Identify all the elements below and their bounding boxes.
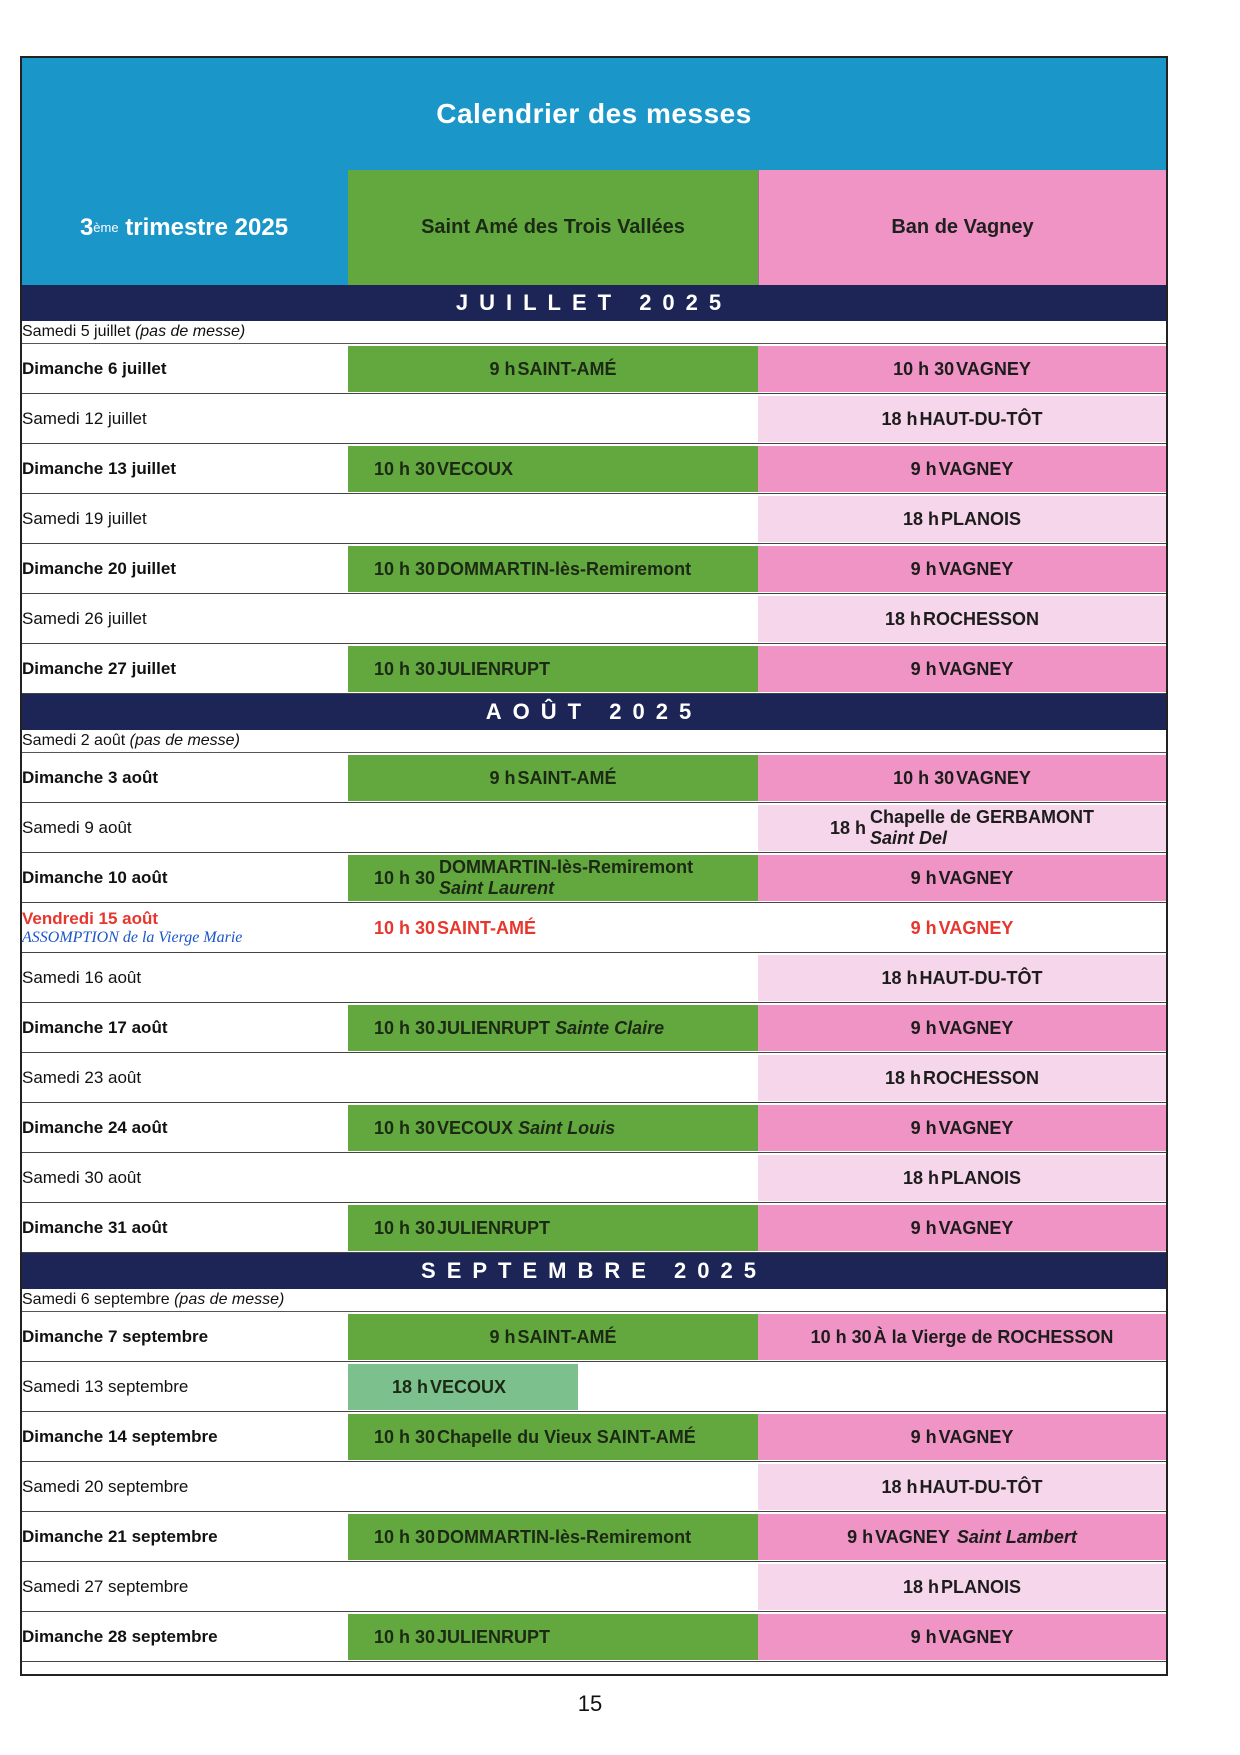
mass-place: VAGNEY — [938, 558, 1014, 579]
row-date-text: Dimanche 21 septembre — [22, 1526, 218, 1546]
mass-saint-name: Saint Lambert — [956, 1526, 1077, 1547]
mass-time: 18 h — [881, 408, 918, 429]
ban-de-vagney-mass-cell — [758, 396, 1166, 442]
quarter-label — [22, 170, 346, 285]
row-date — [22, 1153, 346, 1202]
calendar-row — [22, 1562, 1166, 1612]
no-mass-row — [22, 1289, 1166, 1312]
mass-place: PLANOIS — [941, 508, 1022, 529]
calendar-row — [22, 594, 1166, 644]
row-date — [22, 344, 346, 393]
row-date-text: Dimanche 28 septembre — [22, 1626, 218, 1646]
mass-place: JULIENRUPT — [437, 1626, 551, 1647]
saint-ame-mass-cell — [348, 905, 758, 951]
no-mass-row — [22, 730, 1166, 753]
mass-time: 10 h 30 — [374, 867, 436, 888]
mass-place: DOMMARTIN-lès-Remiremont — [439, 857, 694, 877]
saint-ame-mass-cell — [348, 1514, 758, 1560]
mass-place: PLANOIS — [941, 1576, 1022, 1597]
row-date — [22, 594, 346, 643]
mass-place: VAGNEY — [938, 458, 1014, 479]
mass-place: ROCHESSON — [923, 608, 1040, 629]
ban-de-vagney-mass-cell — [758, 905, 1166, 951]
mass-place: DOMMARTIN-lès-Remiremont — [437, 558, 692, 579]
calendar-row — [22, 1512, 1166, 1562]
saint-ame-mass-cell — [348, 1105, 758, 1151]
mass-time: 10 h 30 — [374, 658, 436, 679]
saint-ame-mass-cell — [348, 855, 758, 901]
calendar-row — [22, 1362, 1166, 1412]
mass-place: DOMMARTIN-lès-Remiremont — [437, 1526, 692, 1547]
mass-place: JULIENRUPT — [437, 1217, 551, 1238]
mass-place: SAINT-AMÉ — [517, 767, 617, 788]
mass-time: 18 h — [902, 1167, 939, 1188]
calendar-title: Calendrier des messes — [436, 98, 752, 129]
mass-place: Chapelle du Vieux SAINT-AMÉ — [437, 1426, 696, 1447]
mass-place: VAGNEY — [938, 1426, 1014, 1447]
row-date-text: Samedi 27 septembre — [22, 1576, 189, 1596]
row-date-text: Dimanche 31 août — [22, 1217, 168, 1237]
ban-de-vagney-mass-cell — [758, 646, 1166, 692]
mass-place: HAUT-DU-TÔT — [919, 408, 1043, 429]
calendar-row — [22, 1053, 1166, 1103]
mass-place: VAGNEY — [938, 1017, 1014, 1038]
ban-de-vagney-mass-cell — [758, 1614, 1166, 1660]
mass-time: 10 h 30 — [374, 1117, 436, 1138]
mass-place: VAGNEY — [956, 767, 1031, 788]
column-header-ban-de-vagney: Ban de Vagney — [758, 170, 1166, 285]
mass-place: VAGNEY — [875, 1526, 950, 1547]
ban-de-vagney-mass-cell — [758, 346, 1166, 392]
mass-place: VAGNEY — [938, 917, 1014, 938]
calendar-row — [22, 1612, 1166, 1662]
mass-place: VECOUX — [437, 1117, 514, 1138]
row-date-text: Samedi 9 août — [22, 817, 132, 837]
saint-ame-mass-cell — [348, 1614, 758, 1660]
calendar-header — [22, 58, 1166, 285]
ban-de-vagney-mass-cell — [758, 546, 1166, 592]
mass-time: 9 h — [910, 1117, 937, 1138]
calendar-row — [22, 1003, 1166, 1053]
mass-time: 9 h — [489, 767, 516, 788]
calendar-row — [22, 444, 1166, 494]
mass-time: 10 h 30 — [374, 1017, 436, 1038]
calendar-row — [22, 644, 1166, 694]
no-mass-date: Samedi 6 septembre — [22, 1291, 170, 1308]
ban-de-vagney-mass-cell — [758, 1464, 1166, 1510]
column-header-saint-ame: Saint Amé des Trois Vallées — [348, 170, 758, 285]
mass-time: 9 h — [847, 1526, 874, 1547]
row-date — [22, 953, 346, 1002]
row-date-text: Dimanche 10 août — [22, 867, 168, 887]
mass-time: 18 h — [884, 1067, 921, 1088]
mass-time: 18 h — [392, 1376, 429, 1397]
mass-time: 10 h 30 — [374, 458, 436, 479]
mass-time: 9 h — [910, 1426, 937, 1447]
feast-date: Vendredi 15 août — [22, 908, 159, 928]
calendar-row — [22, 1103, 1166, 1153]
row-date-text: Samedi 16 août — [22, 967, 142, 987]
mass-place: HAUT-DU-TÔT — [919, 1476, 1043, 1497]
mass-time: 9 h — [910, 917, 937, 938]
mass-time: 18 h — [881, 967, 918, 988]
mass-time: 9 h — [910, 1626, 937, 1647]
row-date-text: Samedi 12 juillet — [22, 408, 147, 428]
mass-time: 9 h — [910, 1217, 937, 1238]
row-date — [22, 1053, 346, 1102]
row-date — [22, 394, 346, 443]
row-date-text: Samedi 23 août — [22, 1067, 142, 1087]
mass-time: 9 h — [910, 658, 937, 679]
mass-time: 10 h 30 — [374, 917, 436, 938]
row-date — [22, 1312, 346, 1361]
no-mass-row — [22, 321, 1166, 344]
mass-place: VECOUX — [430, 1376, 507, 1397]
saint-ame-mass-cell — [348, 546, 758, 592]
mass-time: 9 h — [910, 1017, 937, 1038]
month-banner: AOÛT 2025 — [22, 694, 1166, 730]
mass-place: HAUT-DU-TÔT — [919, 967, 1043, 988]
ban-de-vagney-mass-cell — [758, 1314, 1166, 1360]
saint-ame-mass-cell — [348, 1364, 578, 1410]
mass-place: VAGNEY — [938, 1217, 1014, 1238]
mass-time: 10 h 30 — [810, 1326, 872, 1347]
quarter-text: trimestre 2025 — [118, 213, 289, 241]
calendar-row — [22, 1153, 1166, 1203]
no-mass-label — [22, 323, 245, 340]
row-date-text: Dimanche 6 juillet — [22, 358, 167, 378]
ban-de-vagney-mass-cell — [758, 1564, 1166, 1610]
calendar-row — [22, 1312, 1166, 1362]
saint-ame-mass-cell — [348, 446, 758, 492]
saint-ame-mass-cell — [348, 1414, 758, 1460]
mass-place: VAGNEY — [938, 658, 1014, 679]
quarter-superscript: ème — [93, 220, 119, 235]
row-date — [22, 494, 346, 543]
ban-de-vagney-mass-cell — [758, 855, 1166, 901]
saint-ame-mass-cell — [348, 1314, 758, 1360]
row-date-text: Dimanche 3 août — [22, 767, 159, 787]
row-date — [22, 1203, 346, 1252]
ban-de-vagney-mass-cell — [758, 805, 1166, 851]
no-mass-note: (pas de messe) — [134, 323, 246, 340]
calendar-row — [22, 1462, 1166, 1512]
calendar-row — [22, 1412, 1166, 1462]
row-date — [22, 803, 346, 852]
row-date — [22, 1462, 346, 1511]
mass-place: VAGNEY — [956, 358, 1031, 379]
mass-place: SAINT-AMÉ — [517, 1326, 617, 1347]
mass-place: VECOUX — [437, 458, 514, 479]
no-mass-label — [22, 1291, 284, 1308]
mass-saint-name: Saint Laurent — [439, 878, 555, 898]
ban-de-vagney-mass-cell — [758, 596, 1166, 642]
ban-de-vagney-mass-cell — [758, 1105, 1166, 1151]
ban-de-vagney-mass-cell — [758, 1205, 1166, 1251]
calendar-row — [22, 344, 1166, 394]
mass-place: VAGNEY — [938, 867, 1014, 888]
ban-de-vagney-mass-cell — [758, 955, 1166, 1001]
row-date-text: Samedi 19 juillet — [22, 508, 147, 528]
row-date — [22, 544, 346, 593]
mass-time: 18 h — [902, 508, 939, 529]
saint-ame-mass-cell — [348, 1005, 758, 1051]
ban-de-vagney-mass-cell — [758, 755, 1166, 801]
month-banner: JUILLET 2025 — [22, 285, 1166, 321]
calendar-row — [22, 394, 1166, 444]
mass-time: 18 h — [829, 817, 866, 838]
mass-time: 10 h 30 — [893, 767, 955, 788]
no-mass-date: Samedi 2 août — [22, 732, 126, 749]
mass-time: 10 h 30 — [374, 1217, 436, 1238]
mass-place: SAINT-AMÉ — [517, 358, 617, 379]
mass-place: VAGNEY — [938, 1626, 1014, 1647]
row-date — [22, 853, 346, 902]
mass-saint-name: Saint Louis — [518, 1117, 616, 1138]
row-date — [22, 1612, 346, 1661]
row-date-text: Dimanche 24 août — [22, 1117, 168, 1137]
mass-time: 18 h — [902, 1576, 939, 1597]
row-date-text: Dimanche 14 septembre — [22, 1426, 218, 1446]
row-date — [22, 1362, 346, 1411]
row-date — [22, 1412, 346, 1461]
calendar-row — [22, 853, 1166, 903]
mass-time: 10 h 30 — [374, 1426, 436, 1447]
calendar-row — [22, 494, 1166, 544]
ban-de-vagney-mass-cell — [758, 1055, 1166, 1101]
saint-ame-mass-cell — [348, 755, 758, 801]
mass-place: ROCHESSON — [923, 1067, 1040, 1088]
mass-saint-name: Sainte Claire — [555, 1017, 665, 1038]
calendar-row — [22, 753, 1166, 803]
row-date-text: Samedi 26 juillet — [22, 608, 147, 628]
row-date — [22, 644, 346, 693]
row-date-text: Samedi 13 septembre — [22, 1376, 189, 1396]
mass-place-block — [439, 857, 693, 899]
mass-time: 18 h — [881, 1476, 918, 1497]
mass-place: PLANOIS — [941, 1167, 1022, 1188]
ban-de-vagney-mass-cell — [758, 1514, 1166, 1560]
ban-de-vagney-mass-cell — [758, 1414, 1166, 1460]
mass-time: 10 h 30 — [374, 1526, 436, 1547]
row-date — [22, 753, 346, 802]
mass-time: 9 h — [489, 1326, 516, 1347]
ban-de-vagney-mass-cell — [758, 496, 1166, 542]
mass-time: 10 h 30 — [374, 1626, 436, 1647]
no-mass-date: Samedi 5 juillet — [22, 323, 131, 340]
mass-time: 10 h 30 — [893, 358, 955, 379]
row-date-text: Dimanche 13 juillet — [22, 458, 176, 478]
mass-time: 10 h 30 — [374, 558, 436, 579]
row-date — [22, 1003, 346, 1052]
mass-place: Chapelle de GERBAMONT — [870, 807, 1095, 827]
page-number: 15 — [577, 1691, 603, 1716]
month-banner: SEPTEMBRE 2025 — [22, 1253, 1166, 1289]
no-mass-note: (pas de messe) — [174, 1291, 285, 1308]
row-date — [22, 1562, 346, 1611]
saint-ame-mass-cell — [348, 1205, 758, 1251]
mass-place-block — [870, 807, 1094, 849]
saint-ame-mass-cell — [348, 346, 758, 392]
row-date-text: Dimanche 17 août — [22, 1017, 168, 1037]
ban-de-vagney-mass-cell — [758, 1005, 1166, 1051]
quarter-number: 3 — [79, 213, 94, 241]
calendar-row — [22, 903, 1166, 953]
mass-time: 9 h — [489, 358, 516, 379]
ban-de-vagney-mass-cell — [758, 446, 1166, 492]
saint-ame-mass-cell — [348, 646, 758, 692]
no-mass-label — [22, 732, 240, 749]
calendar-row — [22, 803, 1166, 853]
calendar-row — [22, 1203, 1166, 1253]
mass-time: 9 h — [910, 558, 937, 579]
row-date-text: Dimanche 20 juillet — [22, 558, 176, 578]
calendar-row — [22, 544, 1166, 594]
mass-time: 18 h — [884, 608, 921, 629]
row-date-text: Samedi 20 septembre — [22, 1476, 189, 1496]
mass-place: JULIENRUPT — [437, 658, 551, 679]
mass-calendar — [20, 56, 1168, 1676]
row-date — [22, 1512, 346, 1561]
row-date — [22, 444, 346, 493]
mass-place: SAINT-AMÉ — [437, 917, 537, 938]
feast-name: ASSOMPTION de la Vierge Marie — [22, 928, 243, 946]
mass-place: JULIENRUPT — [437, 1017, 551, 1038]
mass-place: VAGNEY — [938, 1117, 1014, 1138]
mass-time: 9 h — [910, 458, 937, 479]
row-date — [22, 1103, 346, 1152]
row-date — [22, 903, 346, 952]
row-date-text: Samedi 30 août — [22, 1167, 142, 1187]
mass-place: À la Vierge de ROCHESSON — [873, 1326, 1114, 1347]
mass-saint-name: Saint Del — [870, 828, 948, 848]
no-mass-note: (pas de messe) — [129, 732, 240, 749]
calendar-row — [22, 953, 1166, 1003]
mass-time: 9 h — [910, 867, 937, 888]
ban-de-vagney-mass-cell — [758, 1155, 1166, 1201]
row-date-text: Dimanche 27 juillet — [22, 658, 176, 678]
row-date-text: Dimanche 7 septembre — [22, 1326, 209, 1346]
